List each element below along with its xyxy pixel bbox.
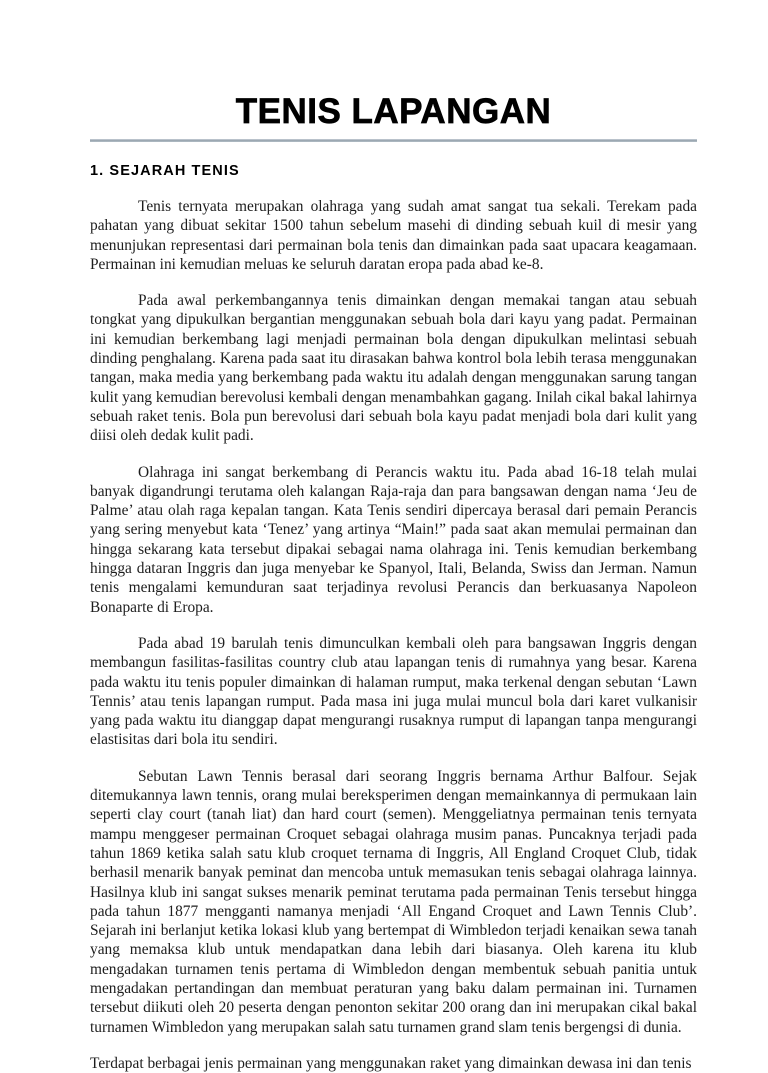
title-divider [90, 139, 697, 142]
page-title: TENIS LAPANGAN [235, 92, 552, 131]
section-heading-sejarah-tenis: 1. SEJARAH TENIS [90, 163, 240, 179]
paragraph-5: Sebutan Lawn Tennis berasal dari seorang Inggris bernama Arthur Balfour. Sejak ditemukannya lawn tennis, orang mulai bereksperimen dengan memainkannya di permukaan lain seperti clay court (tanah liat) dan hard court (semen). Menggeliatnya permainan tenis ternyata mampu menggeser permainan Croquet sebagai olahraga musim panas. Puncaknya terjadi pada tahun 1869 ketika salah satu klub croquet ternama di Inggris, All England Croquet Club, tidak berhasil menarik banyak peminat dan mencoba untuk memasukan tenis sebagai olahraga lainnya. Hasilnya klub ini sangat sukses menarik peminat terutama pada permainan Tenis tersebut hingga pada tahun 1877 mengganti namanya menjadi ‘All Engand Croquet and Lawn Tennis Club’. Sejarah ini berlanjut ketika lokasi klub yang bertempat di Wimbledon terjadi kenaikan sewa tanah yang memaksa klub untuk mendapatkan dana lebih dari biasanya. Oleh karena itu klub mengadakan turnamen tenis pertama di Wimbledon dengan membentuk sebuah panitia untuk mengadakan pertandingan dan membuat peraturan yang baku dalam permainan ini. Turnamen tersebut diikuti oleh 20 peserta dengan penonton sekitar 200 orang dan ini merupakan cikal bakal turnamen Wimbledon yang merupakan salah satu turnamen grand slam tenis bergengsi di dunia. [90, 767, 697, 1036]
paragraph-6-clipped: Terdapat berbagai jenis permainan yang menggunakan raket yang dimainkan dewasa ini dan tenis [90, 1054, 692, 1072]
paragraph-2: Pada awal perkembangannya tenis dimainkan dengan memakai tangan atau sebuah tongkat yang dipukulkan bergantian menggunakan sebuah bola dari kayu yang padat. Permainan ini kemudian berkembang lagi menjadi permainan bola dengan dipukulkan melintasi sebuah dinding penghalang. Karena pada saat itu dirasakan bahwa kontrol bola lebih terasa menggunakan tangan, maka media yang berkembang pada waktu itu adalah dengan menggunakan sarung tangan kulit yang kemudian berevolusi kembali dengan menambahkan gagang. Inilah cikal bakal lahirnya sebuah raket tenis. Bola pun berevolusi dari sebuah bola kayu padat menjadi bola dari kulit yang diisi oleh dedak kulit padi. [90, 292, 697, 445]
paragraph-4: Pada abad 19 barulah tenis dimunculkan kembali oleh para bangsawan Inggris dengan membangun fasilitas-fasilitas country club atau lapangan tenis di rumahnya yang besar. Karena pada waktu itu tenis populer dimainkan di halaman rumput, maka terkenal dengan sebutan ‘Lawn Tennis’ atau tenis lapangan rumput. Pada masa ini juga mulai muncul bola dari karet vulkanisir yang pada waktu itu dianggap dapat mengurangi rusaknya rumput di lapangan tanpa mengurangi elastisitas dari bola itu sendiri. [90, 634, 697, 749]
paragraph-1: Tenis ternyata merupakan olahraga yang sudah amat sangat tua sekali. Terekam pada pahatan yang dibuat sekitar 1500 tahun sebelum masehi di dinding sebuah kuil di mesir yang menunjukan representasi dari permainan bola tenis dan dimainkan pada saat upacara keagamaan. Permainan ini kemudian meluas ke seluruh daratan eropa pada abad ke-8. [90, 198, 697, 273]
paragraph-3: Olahraga ini sangat berkembang di Perancis waktu itu. Pada abad 16-18 telah mulai banyak digandrungi terutama oleh kalangan Raja-raja dan para bangsawan dengan nama ‘Jeu de Palme’ atau olah raga kepalan tangan. Kata Tenis sendiri dipercaya berasal dari pemain Perancis yang sering menyebut kata ‘Tenez’ yang artinya “Main!” pada saat akan memulai permainan dan hingga sekarang kata tersebut dipakai sebagai nama olahraga ini. Tenis kemudian berkembang hingga dataran Inggris dan juga menyebar ke Spanyol, Itali, Belanda, Swiss dan Jerman. Namun tenis mengalami kemunduran saat terjadinya revolusi Perancis dan berkuasanya Napoleon Bonaparte di Eropa. [90, 463, 697, 616]
